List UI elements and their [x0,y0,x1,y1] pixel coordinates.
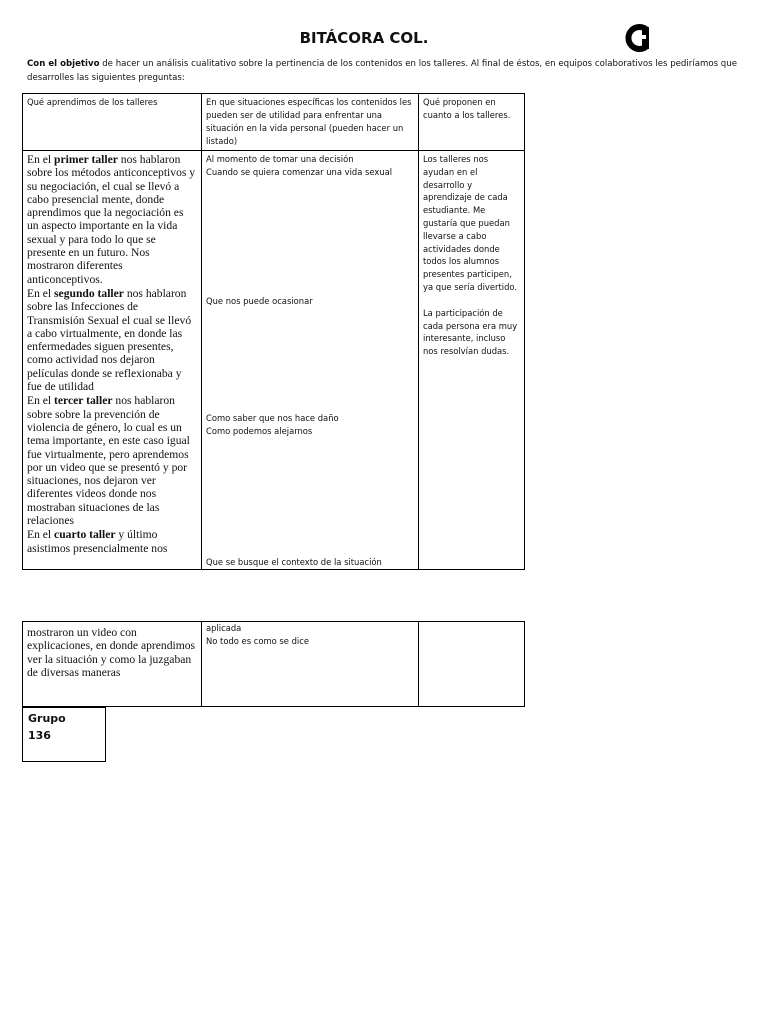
reflection-table [22,93,525,570]
header-situations: En que situaciones específicas los contenidos les pueden ser de utilidad para enfrentar una situación en la vida personal (pueden hacer un listado) [202,94,419,151]
situation-item: Como podemos alejarnos [206,426,313,436]
workshop-4-text: En el cuarto taller y último asistimos presencialmente nos [27,528,168,555]
table-header-row [23,94,525,151]
group-box [22,707,106,762]
group-label: Grupo [28,712,66,725]
situation-item: No todo es como se dice [206,635,309,646]
situation-item: aplicada [206,623,242,633]
group-number: 136 [28,729,51,742]
situation-item: Como saber que nos hace daño [206,413,339,423]
situations-continuation [202,622,419,707]
header-proposals: Qué proponen en cuanto a los talleres. [419,94,525,151]
situation-item: Que se busque el contexto de la situación [206,557,382,567]
workshop-2-text: En el segundo taller nos hablaron sobre las Infecciones de Transmisión Sexual el cual se llevó a cabo virtualmente, en donde las enfermedades siguen presentes, como actividad nos dejaron películas donde se reflexionaba y fue de utilidad [27,286,192,394]
workshop-1-text: En el primer taller nos hablaron sobre los métodos anticonceptivos y su negociación, el cual se llevó a cabo presencial mente, donde aprendimos que la negociación es un aspecto importante en la vida sexual y para todo lo que se presente en un futuro. Nos mostraron diferentes anticonceptivos. [27,153,196,286]
proposal-paragraph: La participación de cada persona era muy interesante, incluso nos resolvían dudas. [423,307,518,357]
learned-cell [23,151,202,570]
table-row [23,622,525,707]
document-title: BITÁCORA COL. [299,29,429,47]
workshop-3-text: En el tercer taller nos hablaron sobre sobre la prevención de violencia de género, lo cual es un tema importante, en este caso igual fue virtualmente, pero aprendemos por un video que se presentó y por situaciones, nos dejaron ver diferentes videos donde nos mostraban situaciones de las relaciones [27,394,190,528]
table-row [23,151,525,570]
learned-continuation: mostraron un video con explicaciones, en donde aprendimos ver la situación y como la juzgaban de diversas maneras [23,622,202,707]
intro-paragraph [27,57,739,85]
proposals-cell [419,151,525,570]
situations-cell [202,151,419,570]
intro-text: de hacer un análisis cualitativo sobre la pertinencia de los contenidos en los talleres. Al final de éstos, en equipos colaborativos les pediríamos que desarrolles las siguientes preguntas: [27,59,737,83]
situation-item: Que nos puede ocasionar [206,296,313,306]
proposal-paragraph: Los talleres nos ayudan en el desarrollo y aprendizaje de cada estudiante. Me gustaría que puedan llevarse a cabo actividades donde todos los alumnos presentes participen, ya que sería divertido. [423,154,518,292]
header-learned: Qué aprendimos de los talleres [23,94,202,151]
situation-item: Al momento de tomar una decisión [206,154,354,164]
intro-bold: Con el objetivo [27,59,100,69]
continuation-table [22,621,525,707]
situation-item: Cuando se quiera comenzar una vida sexual [206,167,393,177]
proposals-continuation [419,622,525,707]
institution-logo-icon [625,24,655,52]
